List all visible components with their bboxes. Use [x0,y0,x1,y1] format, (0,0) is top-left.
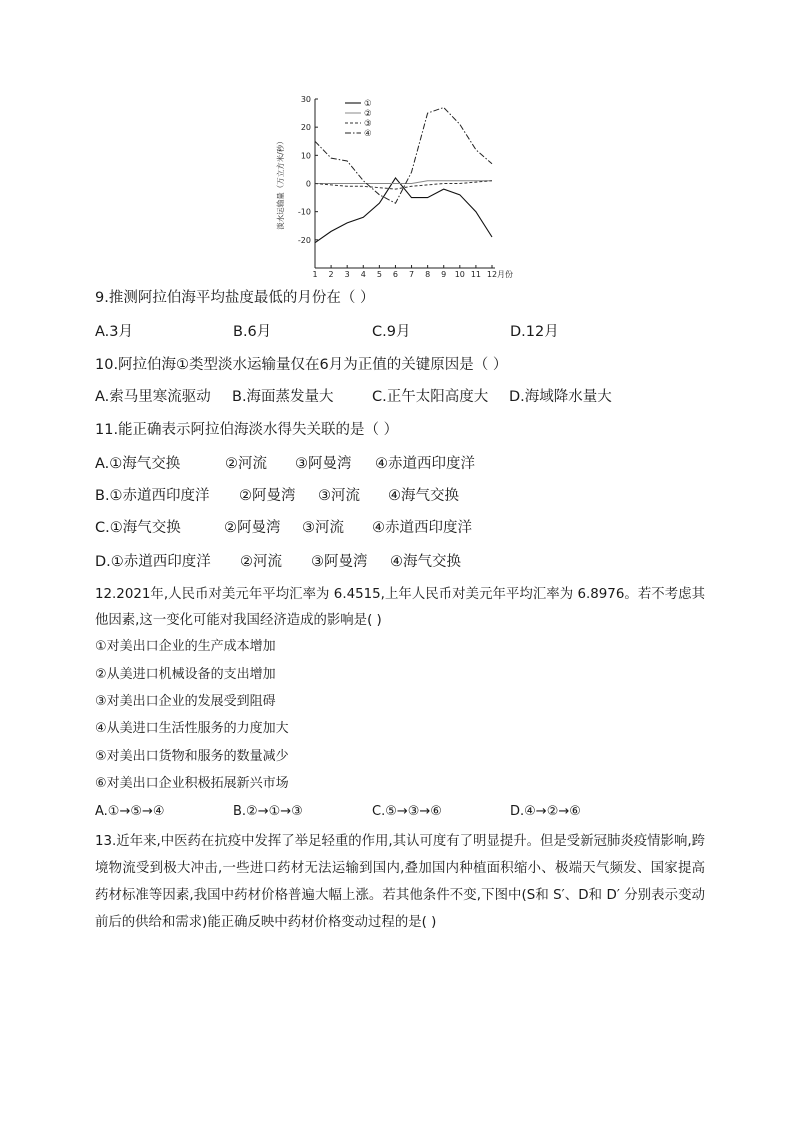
q12-item-2: ②从美进口机械设备的支出增加 [95,667,276,682]
q11-c-4: ④赤道西印度洋 [372,520,472,536]
q12-item-4: ④从美进口生活性服务的力度加大 [95,721,289,736]
x-tick-label: 6 [392,270,399,279]
q10-option-b[interactable]: B.海面蒸发量大 [232,389,334,405]
series-line-1 [315,178,492,243]
series-line-4 [315,108,492,204]
chart-svg [265,88,540,280]
x-tick-label: 4 [360,270,366,279]
y-tick-label: 20 [300,123,311,133]
y-tick-label: -20 [297,235,311,245]
legend-label-1: ① [364,99,372,109]
x-tick-label: 8 [425,270,431,279]
x-tick-label: 10 [454,270,465,279]
q11-a-3: ③阿曼湾 [295,456,352,472]
q10-option-c[interactable]: C.正午太阳高度大 [372,389,489,405]
q11-b-2: ②阿曼湾 [239,488,296,504]
y-tick-label: 30 [300,95,311,104]
x-tick-label: 12 [486,270,498,279]
x-tick-label: 3 [344,270,350,279]
q11-a-2: ②河流 [225,456,267,472]
q10-option-a[interactable]: A.索马里寒流驱动 [95,389,211,405]
q11-stem: 11.能正确表示阿拉伯海淡水得失关联的是（ ） [95,422,399,438]
q9-option-c[interactable]: C.9月 [372,324,411,340]
q11-b-4: ④海气交换 [388,488,459,504]
q11-d-2: ②河流 [240,554,282,570]
x-tick-label: 5 [376,270,382,279]
q11-b-3: ③河流 [318,488,360,504]
q9-option-a[interactable]: A.3月 [95,324,133,340]
y-axis-label: 淡水运输量（万立方米/秒） [276,137,285,230]
x-axis-unit: 月份 [497,270,513,279]
q11-a-4: ④赤道西印度洋 [375,456,475,472]
legend-label-2: ② [364,109,372,119]
q11-c-2: ②阿曼湾 [224,520,281,536]
q12-option-c[interactable]: C.⑤→③→⑥ [372,804,442,819]
q12-option-a[interactable]: A.①→⑤→④ [95,804,165,819]
legend-label-4: ④ [364,129,372,139]
q9-stem: 9.推测阿拉伯海平均盐度最低的月份在（ ） [95,290,375,306]
q12-stem: 12.2021年,人民币对美元年平均汇率为 6.4515,上年人民币对美元年平均汇率为 6.8976。若不考虑其他因素,这一变化可能对我国经济造成的影响是( ) [95,587,705,628]
q12-item-6: ⑥对美出口企业积极拓展新兴市场 [95,776,289,791]
q12-item-1: ①对美出口企业的生产成本增加 [95,639,276,654]
q11-d-4: ④海气交换 [390,554,461,570]
legend-label-3: ③ [364,119,372,129]
x-tick-label: 11 [470,270,482,279]
q11-c-1[interactable]: C.①海气交换 [95,520,181,536]
x-tick-label: 2 [328,270,334,279]
q11-d-1[interactable]: D.①赤道西印度洋 [95,554,211,570]
y-tick-label: 10 [300,151,311,161]
q11-a-1[interactable]: A.①海气交换 [95,456,181,472]
x-tick-label: 9 [441,270,447,279]
q12-item-3: ③对美出口企业的发展受到阻碍 [95,694,276,709]
q9-option-b[interactable]: B.6月 [233,324,272,340]
freshwater-transport-chart [265,88,540,280]
q10-stem: 10.阿拉伯海①类型淡水运输量仅在6月为正值的关键原因是（ ） [95,357,508,373]
q10-option-d[interactable]: D.海域降水量大 [509,389,612,405]
x-tick-label: 7 [408,270,415,279]
y-tick-label: -10 [297,207,311,217]
q12-option-b[interactable]: B.②→①→③ [233,804,303,819]
y-tick-label: 0 [305,179,311,189]
q11-c-3: ③河流 [302,520,344,536]
q11-d-3: ③阿曼湾 [311,554,368,570]
q11-b-1[interactable]: B.①赤道西印度洋 [95,488,210,504]
q12-item-5: ⑤对美出口货物和服务的数量减少 [95,749,289,764]
q12-option-d[interactable]: D.④→②→⑥ [510,804,581,819]
q13-stem: 13.近年来,中医药在抗疫中发挥了举足轻重的作用,其认可度有了明显提升。但是受新冠肺炎疫情影响,跨境物流受到极大冲击,一些进口药材无法运输到国内,叠加国内种植面积缩小、极端天气频发、国家提高药材标准等因素,我国中药材价格普遍大幅上涨。若其他条件不变,下图中(S和 S′、D和 D′ 分别表示变动前后的供给和需求)能正确反映中药材价格变动过程的是( ) [95,834,705,930]
x-tick-label: 1 [312,270,318,279]
q9-option-d[interactable]: D.12月 [510,324,559,340]
